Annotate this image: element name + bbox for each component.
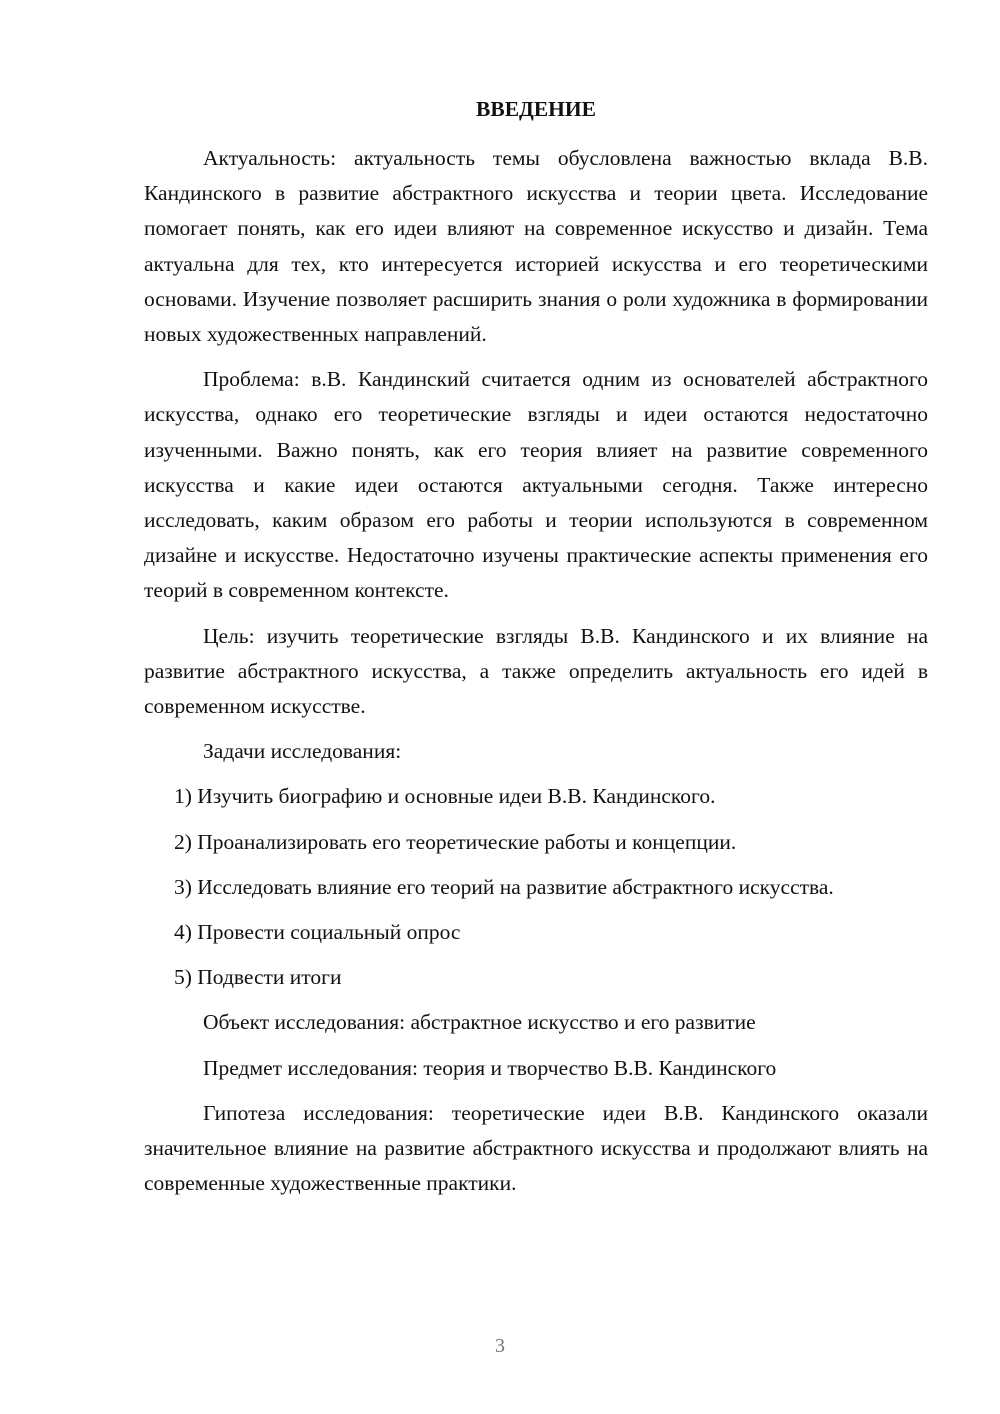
paragraph-problem: Проблема: в.В. Кандинский считается одним из основателей абстрактного искусства, однако его теоретические взгляды и идеи остаются недостаточно изученными. Важно понять, как его теория влияет на развитие современного искусства и какие идеи остаются актуальными сегодня. Также интересно исследовать, каким образом его работы и теории используются в современном дизайне и искусстве. Недостаточно изучены практические аспекты применения его теорий в современном контексте. xyxy=(144,367,928,603)
paragraph-goal: Цель: изучить теоретические взгляды В.В. Кандинского и их влияние на развитие абстрактного искусства, а также определить актуальность его идей в современном искусстве. xyxy=(144,623,928,719)
page-title: ВВЕДЕНИЕ xyxy=(476,97,596,121)
task-item-3: 3) Исследовать влияние его теорий на развитие абстрактного искусства. xyxy=(174,874,834,899)
task-item-5: 5) Подвести итоги xyxy=(174,965,342,990)
paragraph-hypothesis: Гипотеза исследования: теоретические идеи В.В. Кандинского оказали значительное влияние на развитие абстрактного искусства и продолжают влиять на современные художественные практики. xyxy=(144,1100,928,1196)
paragraph-subject: Предмет исследования: теория и творчество В.В. Кандинского xyxy=(203,1055,777,1080)
page-number: 3 xyxy=(495,1335,505,1357)
task-item-2: 2) Проанализировать его теоретические работы и концепции. xyxy=(174,829,737,854)
document-body xyxy=(144,92,928,1211)
task-item-1: 1) Изучить биографию и основные идеи В.В. Кандинского. xyxy=(174,784,716,809)
task-item-4: 4) Провести социальный опрос xyxy=(174,920,461,945)
tasks-title: Задачи исследования: xyxy=(203,739,402,764)
paragraph-object: Объект исследования: абстрактное искусство и его развитие xyxy=(203,1010,756,1035)
paragraph-relevance: Актуальность: актуальность темы обусловлена важностью вклада В.В. Кандинского в развитие абстрактного искусства и теории цвета. Исследование помогает понять, как его идеи влияют на современное искусство и дизайн. Тема актуальна для тех, кто интересуется историей искусства и его теоретическими основами. Изучение позволяет расширить знания о роли художника в формировании новых художественных направлений. xyxy=(144,146,928,347)
